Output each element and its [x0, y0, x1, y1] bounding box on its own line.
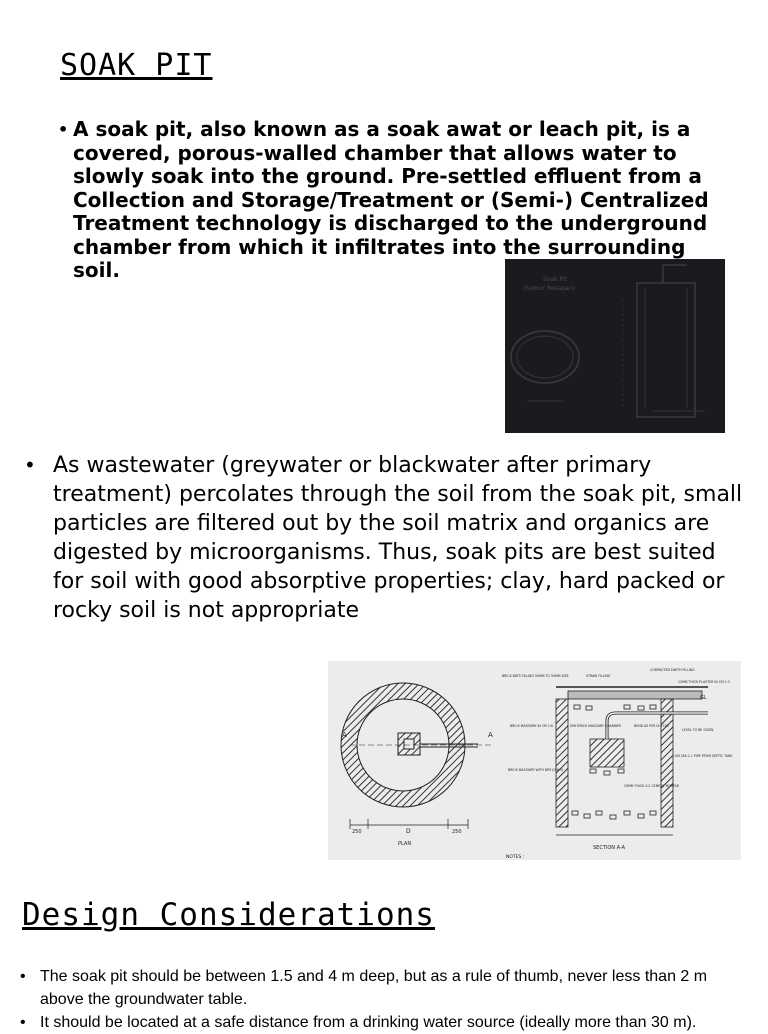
label-dry-joints: BRICK MASONRY WITH DRY JOINTS	[508, 768, 564, 772]
figure1-subtitle: (Sumur Resapan)	[523, 285, 575, 292]
design-list-item	[20, 965, 750, 1011]
plan-dim-right: 250	[452, 829, 462, 835]
soak-pit-diagram-image	[505, 259, 725, 433]
section-wall-right	[661, 699, 673, 827]
soak-pit-drawing-image	[328, 661, 741, 860]
intro-bullet	[58, 118, 726, 283]
design-item-text: The soak pit should be between 1.5 and 4 m deep, but as a rule of thumb, never less than 2 m above the groundwater table.	[40, 968, 708, 1008]
label-gl: GL	[700, 695, 707, 701]
plan-label: PLAN	[398, 841, 412, 847]
bullet-icon: •	[58, 120, 69, 139]
section-wall-left	[556, 699, 568, 827]
label-brick-bats: BRICK BATS FILLING 50MM TO 50MM SIZE	[502, 674, 569, 678]
section-outline	[637, 283, 695, 417]
bullet-icon: •	[20, 968, 26, 985]
plan-marker-right: A	[488, 731, 493, 739]
plan-circle-outer	[511, 331, 579, 383]
design-considerations-heading: Design Considerations	[22, 897, 435, 933]
soak-pit-drawing	[328, 661, 741, 860]
bullet-icon: •	[24, 453, 36, 477]
label-bend: BEND AS PER IS:1729	[634, 724, 669, 728]
label-level: LEVEL TO BE GIVEN	[682, 728, 714, 732]
design-item-text: It should be located at a safe distance from a drinking water source (ideally more than 30 m).	[40, 1014, 697, 1031]
section-cover	[568, 691, 702, 699]
label-compacted: COMPACTED EARTH FILLING	[650, 668, 695, 672]
section-label: SECTION A-A	[593, 845, 626, 851]
figure1-title: Soak Pit	[543, 276, 568, 283]
label-pipe: 100 DIA C.I. PIPE FROM SEPTIC TANK	[674, 754, 733, 758]
plan-chamber-inner	[404, 739, 414, 749]
plan-circle-inner	[517, 336, 573, 378]
intro-text: A soak pit, also known as a soak awat or leach pit, is a covered, porous-walled chamber that allows water to slowly soak into the ground. Pre-settled effluent from a Collection and Storage/Treatment or (Semi-) Centralized Treatment technology is discharged to the underground chamber from which it infiltrates into the surrounding soil.	[73, 117, 709, 282]
plan-dim-left: 250	[352, 829, 362, 835]
bats-bottom	[572, 769, 656, 819]
label-straw: STRAW FILLING	[586, 674, 611, 678]
bullet-icon: •	[20, 1014, 26, 1031]
design-list-item	[20, 1011, 750, 1034]
label-plaster: 12MM THICK PLASTER IN CM 1:3	[678, 680, 730, 684]
label-dry-brick: DRY BRICK MASONRY CHAMBER	[570, 724, 621, 728]
label-masonry: BRICK MASONRY IN CM 1:6	[510, 724, 553, 728]
page-title: SOAK PIT	[60, 48, 213, 83]
section-chamber	[590, 739, 624, 767]
plan-marker-left: A	[342, 731, 347, 739]
soak-pit-diagram	[505, 259, 725, 433]
notes-label: NOTES :	[506, 855, 525, 860]
description-bullet	[24, 451, 744, 625]
bats-top	[574, 705, 656, 710]
plan-dim-center: D	[406, 828, 411, 835]
label-thick: 20MM THICK 1:2 CEMENT MORTAR	[624, 784, 680, 788]
description-text: As wastewater (greywater or blackwater after primary treatment) percolates through the soil from the soak pit, small particles are filtered out by the soil matrix and organics are digested by microorganisms. Thus, soak pits are best suited for soil with good absorptive properties; clay, hard packed or rocky soil is not appropriate	[53, 453, 743, 623]
